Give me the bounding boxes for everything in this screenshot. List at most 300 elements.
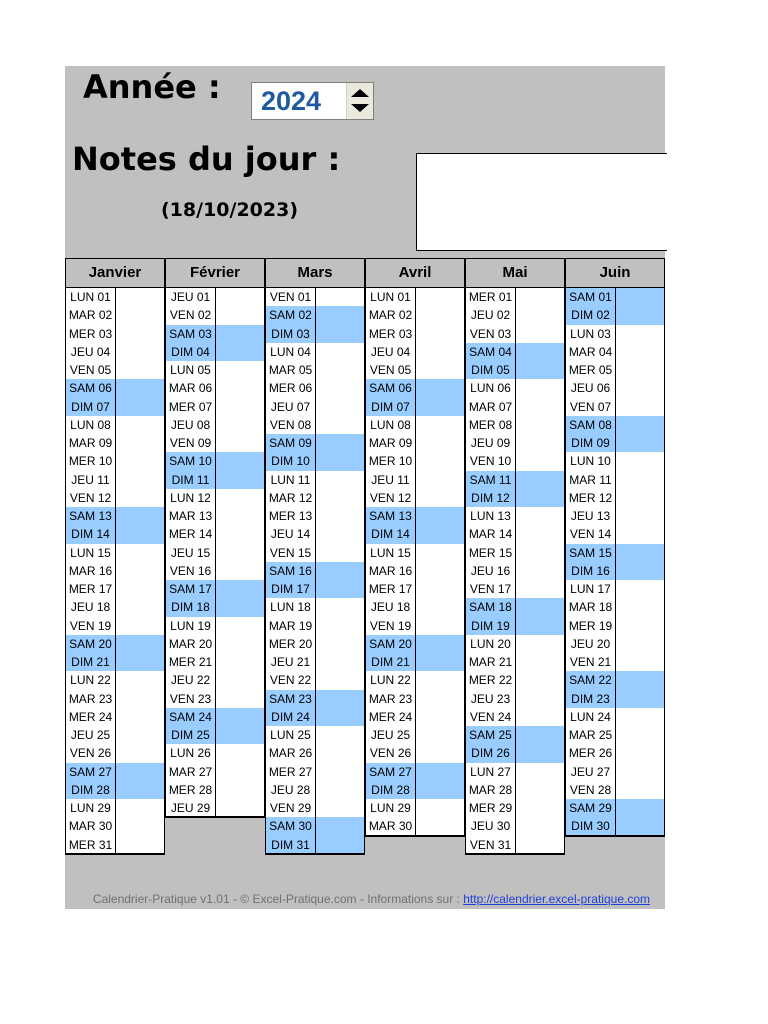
day-note-cell[interactable] xyxy=(316,288,364,306)
day-row[interactable] xyxy=(265,708,365,727)
day-note-cell[interactable] xyxy=(516,325,564,343)
day-note-cell[interactable] xyxy=(616,763,664,781)
day-row[interactable] xyxy=(565,361,665,380)
day-row[interactable] xyxy=(565,653,665,672)
day-row[interactable] xyxy=(465,416,565,435)
day-row[interactable] xyxy=(465,306,565,325)
day-note-cell[interactable] xyxy=(116,361,164,379)
day-note-cell[interactable] xyxy=(416,343,464,361)
day-row[interactable] xyxy=(565,690,665,709)
day-row[interactable] xyxy=(565,635,665,654)
day-row[interactable] xyxy=(265,617,365,636)
day-note-cell[interactable] xyxy=(216,379,264,397)
day-row[interactable] xyxy=(565,562,665,581)
day-row[interactable] xyxy=(265,398,365,417)
day-row[interactable] xyxy=(165,653,265,672)
day-row[interactable] xyxy=(565,799,665,818)
day-note-cell[interactable] xyxy=(416,726,464,744)
day-row[interactable] xyxy=(165,781,265,800)
year-spinner[interactable] xyxy=(251,82,374,120)
day-row[interactable] xyxy=(65,635,165,654)
day-note-cell[interactable] xyxy=(316,343,364,361)
day-note-cell[interactable] xyxy=(616,343,664,361)
day-note-cell[interactable] xyxy=(416,306,464,324)
day-row[interactable] xyxy=(165,325,265,344)
day-row[interactable] xyxy=(365,562,465,581)
day-row[interactable] xyxy=(65,288,165,307)
day-note-cell[interactable] xyxy=(316,379,364,397)
day-note-cell[interactable] xyxy=(416,416,464,434)
day-note-cell[interactable] xyxy=(616,562,664,580)
day-note-cell[interactable] xyxy=(116,471,164,489)
day-row[interactable] xyxy=(365,379,465,398)
day-note-cell[interactable] xyxy=(216,562,264,580)
day-note-cell[interactable] xyxy=(516,306,564,324)
day-note-cell[interactable] xyxy=(616,288,664,306)
day-row[interactable] xyxy=(465,726,565,745)
day-note-cell[interactable] xyxy=(616,306,664,324)
day-note-cell[interactable] xyxy=(216,799,264,816)
day-row[interactable] xyxy=(565,471,665,490)
day-note-cell[interactable] xyxy=(116,763,164,781)
day-row[interactable] xyxy=(65,361,165,380)
day-row[interactable] xyxy=(165,471,265,490)
day-row[interactable] xyxy=(465,836,565,855)
day-row[interactable] xyxy=(565,434,665,453)
day-note-cell[interactable] xyxy=(316,781,364,799)
day-note-cell[interactable] xyxy=(316,452,364,470)
day-note-cell[interactable] xyxy=(316,598,364,616)
day-note-cell[interactable] xyxy=(216,489,264,507)
day-note-cell[interactable] xyxy=(516,507,564,525)
day-note-cell[interactable] xyxy=(316,671,364,689)
day-note-cell[interactable] xyxy=(516,416,564,434)
day-note-cell[interactable] xyxy=(116,525,164,543)
day-row[interactable] xyxy=(65,690,165,709)
day-note-cell[interactable] xyxy=(516,781,564,799)
day-note-cell[interactable] xyxy=(416,434,464,452)
day-note-cell[interactable] xyxy=(216,763,264,781)
day-row[interactable] xyxy=(465,635,565,654)
day-row[interactable] xyxy=(265,781,365,800)
day-row[interactable] xyxy=(465,379,565,398)
day-note-cell[interactable] xyxy=(316,544,364,562)
day-note-cell[interactable] xyxy=(416,325,464,343)
day-note-cell[interactable] xyxy=(316,799,364,817)
day-row[interactable] xyxy=(565,507,665,526)
day-row[interactable] xyxy=(165,507,265,526)
day-row[interactable] xyxy=(265,690,365,709)
day-row[interactable] xyxy=(65,744,165,763)
day-note-cell[interactable] xyxy=(316,325,364,343)
day-note-cell[interactable] xyxy=(116,617,164,635)
day-note-cell[interactable] xyxy=(516,744,564,762)
day-note-cell[interactable] xyxy=(116,507,164,525)
day-note-cell[interactable] xyxy=(116,288,164,306)
day-note-cell[interactable] xyxy=(516,525,564,543)
day-note-cell[interactable] xyxy=(116,306,164,324)
day-note-cell[interactable] xyxy=(516,690,564,708)
spin-down-arrow-icon[interactable] xyxy=(351,104,369,112)
day-row[interactable] xyxy=(465,690,565,709)
day-note-cell[interactable] xyxy=(516,361,564,379)
day-note-cell[interactable] xyxy=(416,544,464,562)
day-row[interactable] xyxy=(565,379,665,398)
day-note-cell[interactable] xyxy=(616,489,664,507)
day-note-cell[interactable] xyxy=(416,690,464,708)
day-row[interactable] xyxy=(365,544,465,563)
day-row[interactable] xyxy=(65,325,165,344)
day-row[interactable] xyxy=(365,434,465,453)
day-row[interactable] xyxy=(465,325,565,344)
spin-up-arrow-icon[interactable] xyxy=(351,89,369,97)
day-row[interactable] xyxy=(465,434,565,453)
day-row[interactable] xyxy=(165,726,265,745)
day-row[interactable] xyxy=(165,617,265,636)
day-note-cell[interactable] xyxy=(416,817,464,834)
day-note-cell[interactable] xyxy=(516,817,564,835)
day-row[interactable] xyxy=(465,544,565,563)
day-note-cell[interactable] xyxy=(516,726,564,744)
day-row[interactable] xyxy=(365,726,465,745)
day-row[interactable] xyxy=(365,452,465,471)
day-row[interactable] xyxy=(565,398,665,417)
day-row[interactable] xyxy=(365,398,465,417)
footer-link[interactable]: http://calendrier.excel-pratique.com xyxy=(463,892,650,906)
day-row[interactable] xyxy=(465,525,565,544)
notes-textbox[interactable] xyxy=(416,153,667,251)
day-note-cell[interactable] xyxy=(516,452,564,470)
day-row[interactable] xyxy=(565,343,665,362)
day-note-cell[interactable] xyxy=(316,434,364,452)
day-row[interactable] xyxy=(365,708,465,727)
day-note-cell[interactable] xyxy=(516,434,564,452)
day-note-cell[interactable] xyxy=(116,598,164,616)
day-row[interactable] xyxy=(465,817,565,836)
day-row[interactable] xyxy=(65,617,165,636)
day-note-cell[interactable] xyxy=(416,744,464,762)
day-row[interactable] xyxy=(365,598,465,617)
day-note-cell[interactable] xyxy=(416,507,464,525)
day-note-cell[interactable] xyxy=(216,726,264,744)
day-row[interactable] xyxy=(365,580,465,599)
day-note-cell[interactable] xyxy=(516,343,564,361)
day-note-cell[interactable] xyxy=(116,653,164,671)
day-note-cell[interactable] xyxy=(316,744,364,762)
day-row[interactable] xyxy=(565,617,665,636)
day-row[interactable] xyxy=(165,398,265,417)
day-note-cell[interactable] xyxy=(116,781,164,799)
day-row[interactable] xyxy=(465,598,565,617)
day-note-cell[interactable] xyxy=(516,379,564,397)
day-row[interactable] xyxy=(65,544,165,563)
day-row[interactable] xyxy=(265,416,365,435)
day-row[interactable] xyxy=(165,343,265,362)
day-note-cell[interactable] xyxy=(316,580,364,598)
day-row[interactable] xyxy=(365,781,465,800)
day-row[interactable] xyxy=(465,343,565,362)
day-note-cell[interactable] xyxy=(516,580,564,598)
day-row[interactable] xyxy=(365,507,465,526)
day-row[interactable] xyxy=(565,781,665,800)
day-note-cell[interactable] xyxy=(216,452,264,470)
day-note-cell[interactable] xyxy=(416,452,464,470)
day-row[interactable] xyxy=(465,617,565,636)
day-row[interactable] xyxy=(365,489,465,508)
day-note-cell[interactable] xyxy=(316,763,364,781)
day-note-cell[interactable] xyxy=(416,379,464,397)
day-row[interactable] xyxy=(165,708,265,727)
day-note-cell[interactable] xyxy=(516,544,564,562)
day-row[interactable] xyxy=(165,544,265,563)
day-note-cell[interactable] xyxy=(616,580,664,598)
day-row[interactable] xyxy=(365,799,465,818)
day-row[interactable] xyxy=(265,799,365,818)
day-note-cell[interactable] xyxy=(216,617,264,635)
day-row[interactable] xyxy=(465,452,565,471)
day-row[interactable] xyxy=(65,452,165,471)
day-note-cell[interactable] xyxy=(216,325,264,343)
day-row[interactable] xyxy=(465,781,565,800)
day-row[interactable] xyxy=(265,763,365,782)
day-note-cell[interactable] xyxy=(516,489,564,507)
day-row[interactable] xyxy=(65,434,165,453)
day-note-cell[interactable] xyxy=(216,671,264,689)
day-row[interactable] xyxy=(265,471,365,490)
day-row[interactable] xyxy=(65,763,165,782)
day-note-cell[interactable] xyxy=(516,617,564,635)
day-row[interactable] xyxy=(465,653,565,672)
day-note-cell[interactable] xyxy=(416,525,464,543)
day-note-cell[interactable] xyxy=(216,525,264,543)
year-value[interactable]: 2024 xyxy=(261,86,322,116)
day-row[interactable] xyxy=(565,325,665,344)
day-row[interactable] xyxy=(65,598,165,617)
day-note-cell[interactable] xyxy=(616,525,664,543)
day-note-cell[interactable] xyxy=(216,343,264,361)
day-row[interactable] xyxy=(65,726,165,745)
day-note-cell[interactable] xyxy=(316,562,364,580)
day-row[interactable] xyxy=(265,653,365,672)
day-note-cell[interactable] xyxy=(416,671,464,689)
day-row[interactable] xyxy=(65,781,165,800)
day-note-cell[interactable] xyxy=(316,708,364,726)
day-row[interactable] xyxy=(65,562,165,581)
day-row[interactable] xyxy=(65,708,165,727)
day-note-cell[interactable] xyxy=(216,653,264,671)
day-row[interactable] xyxy=(165,452,265,471)
day-note-cell[interactable] xyxy=(416,598,464,616)
day-note-cell[interactable] xyxy=(516,398,564,416)
day-note-cell[interactable] xyxy=(216,598,264,616)
day-row[interactable] xyxy=(265,306,365,325)
day-row[interactable] xyxy=(465,398,565,417)
day-row[interactable] xyxy=(565,726,665,745)
day-row[interactable] xyxy=(265,452,365,471)
day-row[interactable] xyxy=(265,434,365,453)
day-row[interactable] xyxy=(265,635,365,654)
day-row[interactable] xyxy=(265,379,365,398)
day-row[interactable] xyxy=(465,744,565,763)
day-row[interactable] xyxy=(465,799,565,818)
day-note-cell[interactable] xyxy=(416,288,464,306)
day-row[interactable] xyxy=(365,817,465,836)
day-row[interactable] xyxy=(265,288,365,307)
day-note-cell[interactable] xyxy=(216,471,264,489)
day-note-cell[interactable] xyxy=(116,452,164,470)
day-row[interactable] xyxy=(565,288,665,307)
day-note-cell[interactable] xyxy=(216,544,264,562)
day-row[interactable] xyxy=(165,434,265,453)
day-note-cell[interactable] xyxy=(616,653,664,671)
day-note-cell[interactable] xyxy=(316,471,364,489)
day-note-cell[interactable] xyxy=(516,635,564,653)
day-note-cell[interactable] xyxy=(616,379,664,397)
day-note-cell[interactable] xyxy=(116,708,164,726)
day-note-cell[interactable] xyxy=(516,653,564,671)
day-row[interactable] xyxy=(165,489,265,508)
day-row[interactable] xyxy=(565,525,665,544)
day-note-cell[interactable] xyxy=(616,598,664,616)
day-note-cell[interactable] xyxy=(316,398,364,416)
day-row[interactable] xyxy=(165,598,265,617)
day-note-cell[interactable] xyxy=(416,489,464,507)
day-row[interactable] xyxy=(165,763,265,782)
day-note-cell[interactable] xyxy=(616,361,664,379)
day-row[interactable] xyxy=(265,361,365,380)
day-row[interactable] xyxy=(265,744,365,763)
day-note-cell[interactable] xyxy=(616,434,664,452)
day-row[interactable] xyxy=(65,471,165,490)
day-row[interactable] xyxy=(565,489,665,508)
day-note-cell[interactable] xyxy=(616,817,664,834)
day-note-cell[interactable] xyxy=(416,617,464,635)
day-row[interactable] xyxy=(465,471,565,490)
day-row[interactable] xyxy=(165,744,265,763)
day-row[interactable] xyxy=(165,288,265,307)
day-row[interactable] xyxy=(165,799,265,818)
day-note-cell[interactable] xyxy=(116,562,164,580)
day-row[interactable] xyxy=(565,544,665,563)
day-note-cell[interactable] xyxy=(216,306,264,324)
day-note-cell[interactable] xyxy=(316,617,364,635)
day-note-cell[interactable] xyxy=(116,671,164,689)
day-note-cell[interactable] xyxy=(616,325,664,343)
day-row[interactable] xyxy=(65,306,165,325)
day-row[interactable] xyxy=(65,580,165,599)
day-row[interactable] xyxy=(365,288,465,307)
day-row[interactable] xyxy=(65,379,165,398)
day-row[interactable] xyxy=(165,562,265,581)
day-row[interactable] xyxy=(465,580,565,599)
day-note-cell[interactable] xyxy=(316,653,364,671)
day-note-cell[interactable] xyxy=(616,781,664,799)
day-note-cell[interactable] xyxy=(216,708,264,726)
day-row[interactable] xyxy=(65,525,165,544)
day-note-cell[interactable] xyxy=(216,580,264,598)
day-row[interactable] xyxy=(65,416,165,435)
day-note-cell[interactable] xyxy=(116,325,164,343)
day-row[interactable] xyxy=(165,361,265,380)
day-row[interactable] xyxy=(365,525,465,544)
day-row[interactable] xyxy=(65,836,165,855)
day-row[interactable] xyxy=(265,544,365,563)
day-row[interactable] xyxy=(565,763,665,782)
day-row[interactable] xyxy=(65,799,165,818)
day-row[interactable] xyxy=(165,306,265,325)
day-row[interactable] xyxy=(65,671,165,690)
day-row[interactable] xyxy=(465,288,565,307)
day-row[interactable] xyxy=(265,489,365,508)
day-note-cell[interactable] xyxy=(516,708,564,726)
day-row[interactable] xyxy=(365,325,465,344)
day-row[interactable] xyxy=(365,635,465,654)
day-row[interactable] xyxy=(65,653,165,672)
day-note-cell[interactable] xyxy=(416,635,464,653)
day-row[interactable] xyxy=(165,671,265,690)
day-row[interactable] xyxy=(65,507,165,526)
day-row[interactable] xyxy=(265,836,365,855)
day-note-cell[interactable] xyxy=(516,562,564,580)
day-row[interactable] xyxy=(265,562,365,581)
day-note-cell[interactable] xyxy=(616,635,664,653)
day-note-cell[interactable] xyxy=(316,690,364,708)
day-note-cell[interactable] xyxy=(616,799,664,817)
day-note-cell[interactable] xyxy=(616,507,664,525)
day-note-cell[interactable] xyxy=(516,471,564,489)
day-row[interactable] xyxy=(465,361,565,380)
day-note-cell[interactable] xyxy=(316,525,364,543)
day-note-cell[interactable] xyxy=(116,744,164,762)
day-row[interactable] xyxy=(365,744,465,763)
day-row[interactable] xyxy=(365,343,465,362)
day-row[interactable] xyxy=(565,416,665,435)
day-note-cell[interactable] xyxy=(116,817,164,835)
day-note-cell[interactable] xyxy=(316,635,364,653)
day-note-cell[interactable] xyxy=(516,288,564,306)
day-row[interactable] xyxy=(565,306,665,325)
day-note-cell[interactable] xyxy=(116,379,164,397)
day-row[interactable] xyxy=(465,763,565,782)
day-note-cell[interactable] xyxy=(116,416,164,434)
day-note-cell[interactable] xyxy=(116,799,164,817)
day-row[interactable] xyxy=(165,635,265,654)
day-note-cell[interactable] xyxy=(516,671,564,689)
day-row[interactable] xyxy=(565,580,665,599)
day-row[interactable] xyxy=(165,580,265,599)
day-row[interactable] xyxy=(365,471,465,490)
day-note-cell[interactable] xyxy=(316,489,364,507)
day-row[interactable] xyxy=(265,580,365,599)
day-note-cell[interactable] xyxy=(116,635,164,653)
day-row[interactable] xyxy=(265,325,365,344)
day-row[interactable] xyxy=(65,817,165,836)
day-row[interactable] xyxy=(365,617,465,636)
day-row[interactable] xyxy=(365,763,465,782)
day-note-cell[interactable] xyxy=(616,708,664,726)
day-row[interactable] xyxy=(365,671,465,690)
day-row[interactable] xyxy=(265,507,365,526)
day-note-cell[interactable] xyxy=(616,671,664,689)
day-row[interactable] xyxy=(165,379,265,398)
day-row[interactable] xyxy=(65,489,165,508)
day-note-cell[interactable] xyxy=(616,617,664,635)
day-note-cell[interactable] xyxy=(416,763,464,781)
day-row[interactable] xyxy=(365,361,465,380)
day-note-cell[interactable] xyxy=(416,781,464,799)
day-note-cell[interactable] xyxy=(216,361,264,379)
day-note-cell[interactable] xyxy=(616,471,664,489)
